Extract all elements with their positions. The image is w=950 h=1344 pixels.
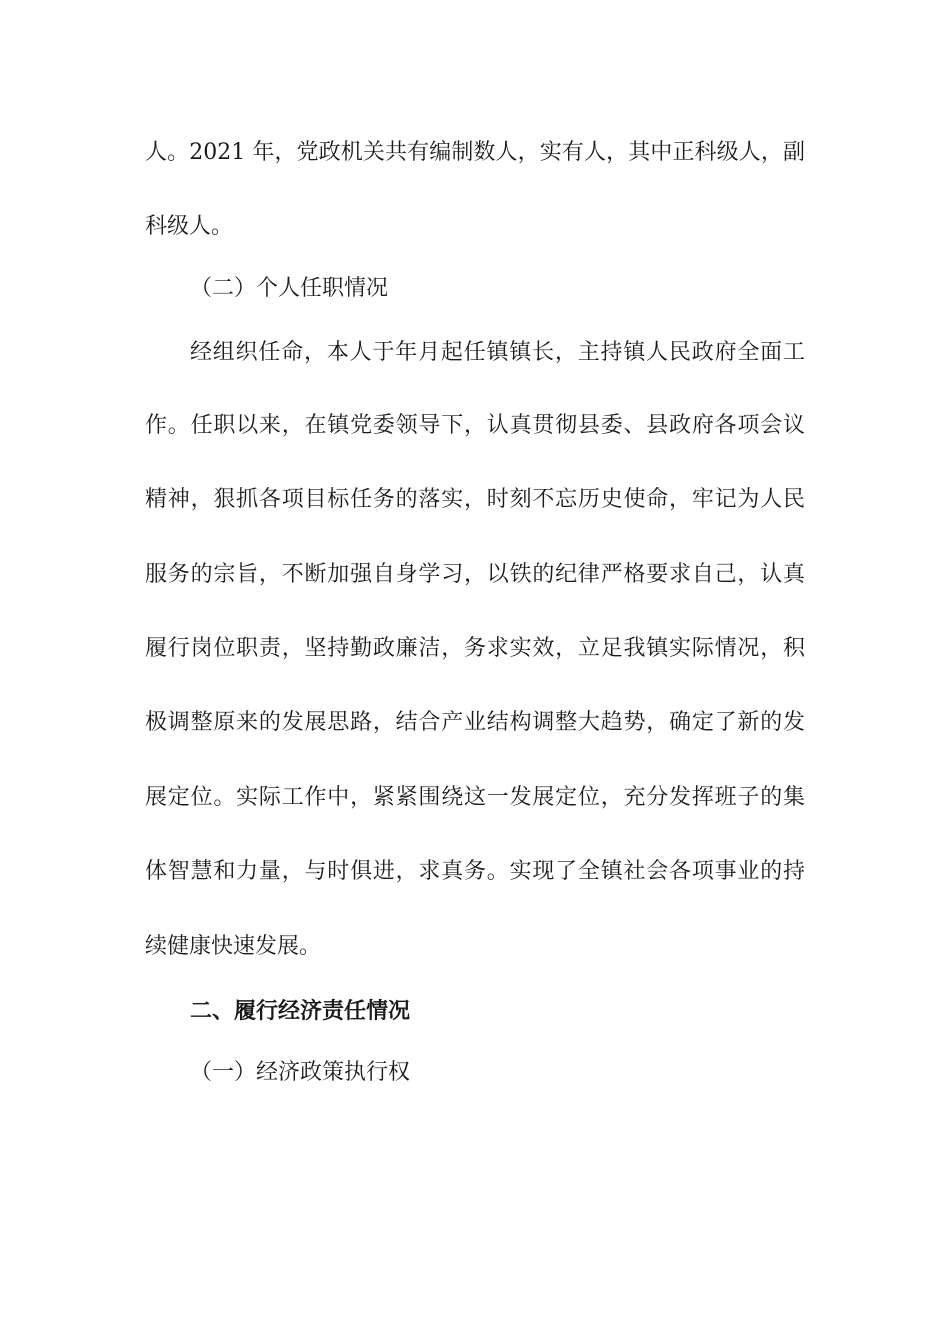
paragraph-line: 作。任职以来，在镇党委领导下，认真贯彻县委、县政府各项会议 [145, 413, 805, 438]
paragraph-line: 服务的宗旨，不断加强自身学习，以铁的纪律严格要求自己，认真 [145, 562, 805, 587]
subheading: （一）经济政策执行权 [190, 1060, 411, 1085]
paragraph-line: 人。2021 年，党政机关共有编制数人，实有人，其中正科级人，副 [145, 140, 805, 165]
subheading: （二）个人任职情况 [190, 276, 389, 301]
paragraph-line: 履行岗位职责，坚持勤政廉洁，务求实效，立足我镇实际情况，积 [145, 636, 805, 661]
section-heading: 二、履行经济责任情况 [190, 998, 411, 1024]
paragraph-line: 续健康快速发展。 [145, 934, 322, 959]
paragraph-line: 极调整原来的发展思路，结合产业结构调整大趋势，确定了新的发 [145, 710, 805, 735]
paragraph-line: 体智慧和力量，与时俱进，求真务。实现了全镇社会各项事业的持 [145, 859, 805, 884]
paragraph-line: 经组织任命，本人于年月起任镇镇长，主持镇人民政府全面工 [190, 340, 805, 365]
paragraph-line: 精神，狠抓各项目标任务的落实，时刻不忘历史使命，牢记为人民 [145, 487, 805, 512]
paragraph-line: 展定位。实际工作中，紧紧围绕这一发展定位，充分发挥班子的集 [145, 785, 805, 810]
paragraph-line: 科级人。 [145, 214, 234, 239]
